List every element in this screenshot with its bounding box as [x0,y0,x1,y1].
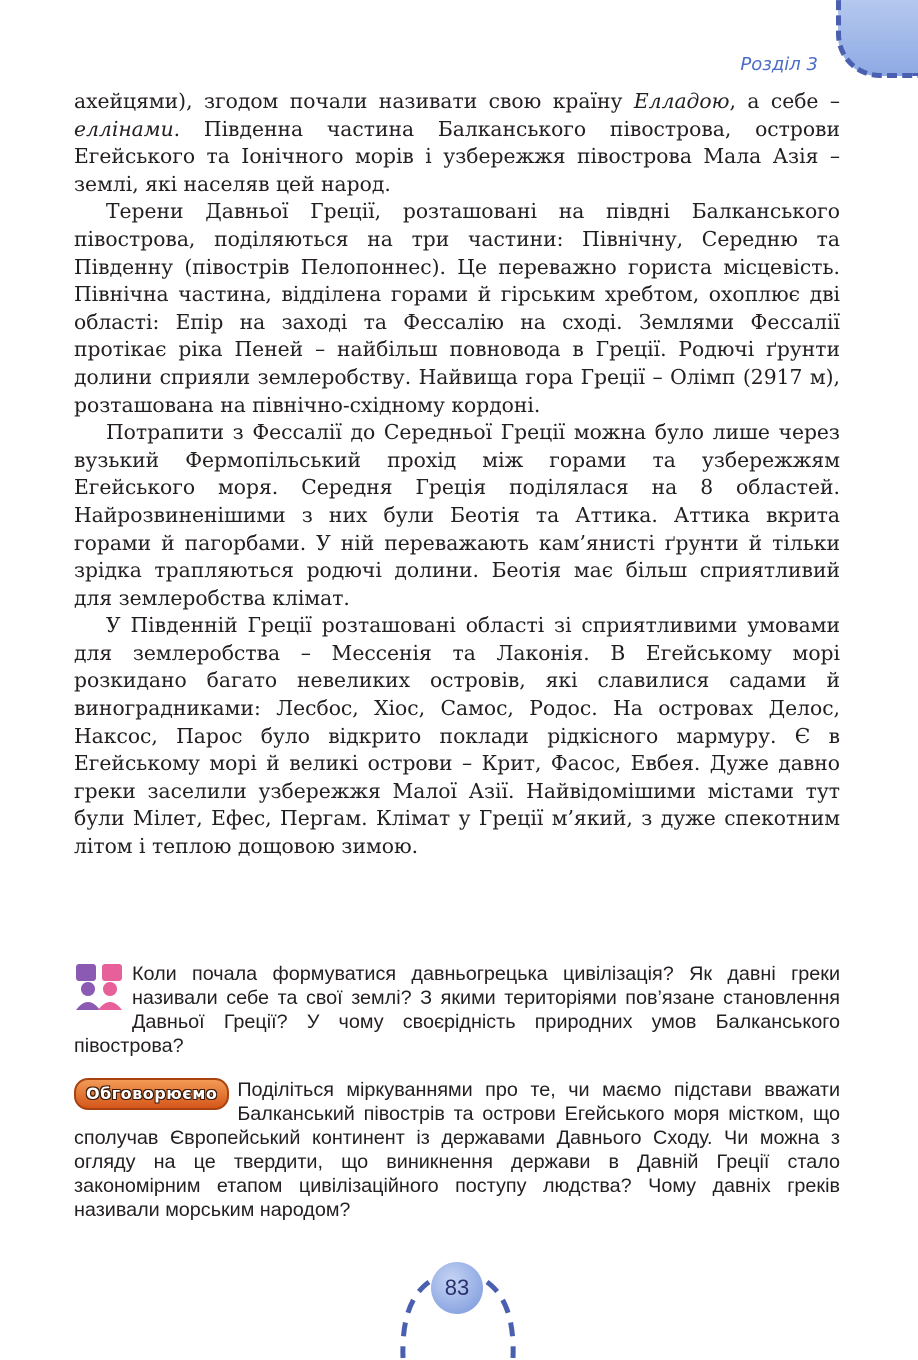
text-segment: . Південна частина Балканського півострова, острови Егейського та Іонічного морів і узбережжя півострова Мала Азія – землі, які населяв цей народ. [74,116,840,196]
questions-block [74,962,840,1058]
italic-term: Елладою [633,89,730,113]
discuss-text: Поділіться міркуваннями про те, чи маємо підстави вважати Балканський півострів та острови Егейського моря містком, що сполучав Європейський континент із державами Давнього Сходу. Чи можна з огляду на це твердити, що виникнення держави в Давній Греції стало закономірним етапом цивілізаційного поступу людства? Чому давніх греків називали морським народом? [74,1079,840,1221]
text-segment: ахейцями), згодом почали називати свою країну [74,89,634,113]
chapter-tab-dashed-border [836,0,918,78]
text-segment: , а себе – [729,89,840,113]
italic-term: еллінами [74,116,174,141]
page-number: 83 [431,1262,483,1314]
questions-icon [74,962,126,1012]
questions-text: Коли почала формуватися давньогрецька цивілізація? Як давні греки називали себе та свої землі? З якими територіями пов’язане становлення Давньої Греції? У чому своєрідність природних умов Балканського півострова? [74,963,840,1057]
discuss-block [74,1078,840,1222]
page-number-ornament [399,1262,519,1360]
main-text [74,88,840,861]
paragraph-1 [74,88,840,198]
paragraph-4: У Південній Греції розташовані області зі сприятливими умовами для землеробства – Мессенія та Лаконія. В Егейському морі розкидано багато невеликих островів, які славилися садами й виноградниками: Лесбос, Хіос, Самос, Родос. На островах Делос, Наксос, Парос було відкрито поклади рідкісного мармуру. Є в Егейському морі й великі острови – Крит, Фасос, Евбея. Дуже давно греки заселили узбережжя Малої Азії. Найвідомішими містами тут були Мілет, Ефес, Пергам. Клімат у Греції м’який, з дуже спекотним літом і теплою дощовою зимою. [74,613,840,859]
paragraph-2: Терени Давньої Греції, розташовані на півдні Балканського півострова, поділяються на три частини: Північну, Середню та Південну (півострів Пелопоннес). Це переважно гориста місцевість. Північна частина, відділена горами й гірським хребтом, охоплює дві області: Епір на заході та Фессалію на сході. Землями Фессалії протікає ріка Пеней – найбільш повновода в Греції. Родючі ґрунти долини сприяли землеробству. Найвища гора Греції – Олімп (2917 м), розташована на північно-східному кордоні. [74,199,840,417]
discuss-badge: Обговорюємо [74,1078,229,1110]
paragraph-3: Потрапити з Фессалії до Середньої Греції можна було лише через вузький Фермопільський прохід між горами та узбережжям Егейського моря. Середня Греція поділялася на 8 областей. Найрозвиненішими з них були Беотія та Аттика. Аттика вкрита горами й пагорбами. У ній переважають кам’янисті ґрунти й тільки зрідка трапляються родючі долини. Беотія має більш сприятливий для землеробства клімат. [74,420,840,610]
section-label: Розділ 3 [740,54,818,75]
